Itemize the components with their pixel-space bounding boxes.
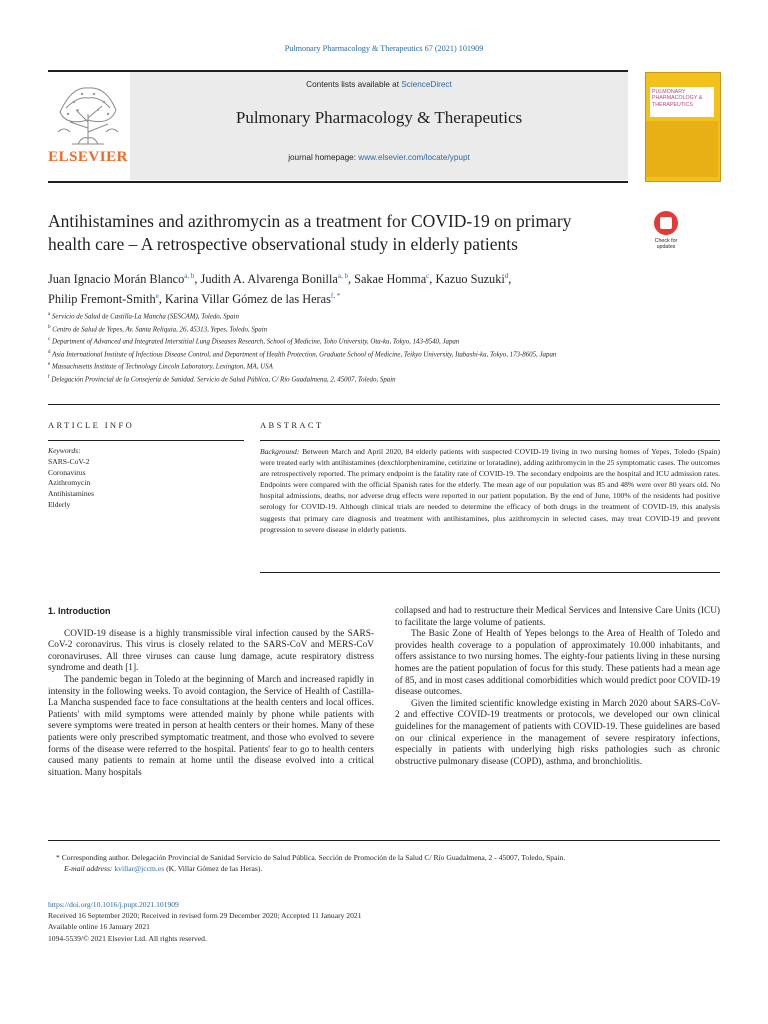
sciencedirect-link[interactable]: ScienceDirect (401, 80, 452, 89)
body-paragraph: Given the limited scientific knowledge existing in March 2020 about SARS-CoV-2 and effective COVID-19 treatments or protocols, we developed our own clinical guidelines for the management of patients with COVID-19. These guidelines are based on our clinical experience in the management of severe respiratory infections, especially in patients with underlying high risks pathologies such as chronic obstructive pulmonary disease (COPD), asthma, and bronchiolitis. (395, 698, 720, 767)
journal-homepage-link[interactable]: www.elsevier.com/locate/ypupt (358, 153, 470, 162)
email-line (48, 863, 720, 874)
abstract-lead: Background: (260, 447, 300, 456)
affiliation (48, 360, 688, 373)
author[interactable] (48, 292, 159, 306)
banner-bottom-rule (48, 181, 628, 183)
body-column-right (395, 606, 720, 768)
author-affil-mark[interactable]: e (155, 292, 159, 301)
journal-title[interactable]: Pulmonary Pharmacology & Therapeutics (235, 108, 523, 127)
affiliation (48, 348, 688, 361)
author[interactable] (201, 272, 348, 286)
corresponding-author-note: * Corresponding author. Delegación Provincial de Sanidad Servicio de Salud Pública. Sección de Promoción de la Salud C/ Río Guadalmena, 2 - 45007, Toledo, Spain. (56, 853, 566, 862)
section-divider (48, 404, 720, 405)
affiliation-mark: b (48, 324, 51, 330)
affiliation-mark: c (48, 337, 51, 343)
abstract-text (260, 446, 720, 535)
author-separator: , (158, 292, 165, 307)
affiliation-text: Delegación Provincial de la Consejería de Sanidad. Servicio de Salud Pública, C/ Río Guadalmena, 2, 45007, Toledo, Spain (51, 376, 396, 384)
check-for-updates-label: Check for updates (654, 238, 678, 250)
contents-line (130, 80, 628, 89)
keywords-label: Keywords: (48, 446, 81, 455)
body-paragraph: COVID-19 disease is a highly transmissible viral infection caused by the SARS-CoV-2 coronavirus. This virus is closely related to the SARS-CoV and MERS-CoV coronaviruses. All three viruses can cause lung damage, acute respiratory distress syndrome and death [1]. (48, 628, 374, 674)
doi-link[interactable]: https://doi.org/10.1016/j.pupt.2021.101909 (48, 900, 179, 909)
received-dates: Received 16 September 2020; Received in revised form 29 December 2020; Accepted 11 January 2021 (48, 911, 362, 921)
author-separator: , (347, 272, 355, 287)
affiliation (48, 373, 688, 386)
author[interactable] (165, 292, 340, 306)
email-suffix: (K. Villar Gómez de las Heras). (164, 864, 263, 874)
keyword-item: Elderly (48, 499, 71, 509)
available-online: Available online 16 January 2021 (48, 922, 150, 932)
email-link[interactable]: kvillar@jccm.es (114, 864, 165, 874)
author-affil-mark[interactable]: a, b (184, 272, 195, 280)
author-affil-mark[interactable]: f, * (330, 292, 341, 301)
affiliation-text: Servicio de Salud de Castilla-La Mancha (SESCAM), Toledo, Spain (51, 313, 239, 321)
author-separator: , (508, 272, 512, 287)
abstract-body: Between March and April 2020, 84 elderly patients with suspected COVID-19 living in two nursing homes of Yepes, Toledo (Spain) were treated early with antihistamines (dexchlorpheniramine, cetirizine or loratadine), adding azithromycin in the 25 symptomatic cases. The outcomes are retrospectively reported. The primary endpoint is the fatality rate of COVID-19. The secondary endpoints are the hospital and ICU admission rates. Endpoints were compared with the official Spanish rates for the elderly. The mean age of our population was 85 and 48% were over 80 years old. No hospital admissions, deaths, nor adverse drug effects were reported in our patient population. By the end of June, 100% of the residents had positive serology for COVID-19. Although clinical trials are needed to determine the efficacy of both drugs in the treatment of COVID-19, this analysis suggests that primary care diagnosis and treatment with antihistamines, plus azithromycin in selected cases, may treat COVID-19 and prevent progression to severe disease in elderly patients. (260, 447, 720, 534)
keyword-item: SARS-CoV-2 (48, 456, 90, 466)
email-label: E-mail address: (64, 864, 113, 874)
body-paragraph: The pandemic began in Toledo at the beginning of March and increased rapidly in intensity in the following weeks. To avoid contagion, the Service of Health of Castilla-La Mancha suspended face to face consultations at the health centers and local offices. Patients' with mild symptoms were attended mainly by phone while patients with severe symptoms were treated in person at health centers or their homes. Many of these patients were only prescribed symptomatic treatment, and those who evolved to severe forms of the disease were referred to the hospital. Patients' fear to go to health centers caused many patients to remain at home until the disease evolved into a critical situation. Many hospitals (48, 674, 374, 778)
bookmark-glyph (660, 217, 672, 229)
author-separator: , (429, 272, 436, 287)
check-for-updates-button[interactable] (648, 211, 684, 255)
author-name: Kazuo Suzuki (435, 272, 505, 287)
footnotes (48, 852, 720, 874)
check-for-updates-icon (654, 211, 678, 235)
affiliation-text: Centro de Salud de Yepes, Av. Santa Reliquia, 26, 45313, Yepes, Toledo, Spain (52, 325, 268, 333)
keyword-item: Antihistamines (48, 489, 94, 499)
keywords-block (48, 446, 244, 511)
footnote-rule (48, 840, 720, 841)
article-info-rule (48, 440, 244, 441)
homepage-line (130, 153, 628, 162)
affiliation (48, 323, 688, 336)
author-name: Karina Villar Gómez de las Heras (164, 292, 331, 307)
cover-title-text: PULMONARY PHARMACOLOGY & THERAPEUTICS (652, 89, 703, 108)
author[interactable] (354, 272, 429, 286)
section-heading: 1. Introduction (48, 606, 111, 616)
abstract-bottom-rule (260, 572, 720, 573)
affiliation-mark: f (48, 374, 50, 380)
keyword-item: Azithromycin (48, 478, 91, 488)
body-paragraph: The Basic Zone of Health of Yepes belongs to the Area of Health of Toledo and provides health coverage to a population of approximately 10.000 inhabitants, and offers assistance to two nursing homes. The eighty-four patients living in these nursing homes are the patient population of focus for this study. These patients had a mean age of 85, and in most cases additional comorbidities which would predict poor COVID-19 disease outcomes. (395, 629, 720, 698)
copyright: 1094-5539/© 2021 Elsevier Ltd. All rights reserved. (48, 933, 207, 943)
author-name: Judith A. Alvarenga Bonilla (200, 272, 338, 287)
affiliation (48, 310, 688, 323)
publication-info (48, 899, 720, 944)
abstract-heading: ABSTRACT (260, 420, 324, 430)
author[interactable] (48, 272, 194, 286)
affiliation-mark: a (48, 312, 51, 317)
author-affil-mark[interactable]: a, b (337, 272, 348, 280)
running-header[interactable]: Pulmonary Pharmacology & Therapeutics 67 (2021) 101909 (284, 44, 484, 53)
journal-cover[interactable] (645, 72, 721, 182)
affiliation-text: Department of Advanced and Integrated Interstitial Lung Diseases Research, School of Medicine, Toho University, Ota-ku, Tokyo, 143-8540, Japan (51, 338, 460, 346)
affiliation-mark: d (48, 349, 51, 355)
author-name: Sakae Homma (354, 272, 427, 287)
article-title: Antihistamines and azithromycin as a treatment for COVID-19 on primary health care – A retrospective observational study in elderly patients (48, 211, 572, 254)
elsevier-wordmark[interactable]: ELSEVIER (48, 149, 128, 165)
author-affil-mark[interactable]: c (426, 272, 430, 280)
author-separator: , (194, 272, 201, 287)
contents-prefix: Contents lists available at (306, 80, 402, 89)
affiliation-text: Massachusetts Institute of Technology Lincoln Laboratory, Lexington, MA, USA (51, 363, 273, 371)
affiliation-mark: e (48, 362, 51, 368)
keyword-item: Coronavirus (48, 467, 86, 477)
abstract-rule (260, 440, 720, 441)
body-column-left (48, 606, 374, 779)
author-name: Juan Ignacio Morán Blanco (48, 272, 185, 287)
homepage-prefix: journal homepage: (288, 153, 359, 162)
body-paragraph: collapsed and had to restructure their Medical Services and Intensive Care Units (ICU) to facilitate the large volume of patients. (395, 606, 720, 628)
author-name: Philip Fremont-Smith (48, 292, 156, 307)
author-list (48, 268, 648, 308)
affiliation-text: Asia International Institute of Infectious Disease Control, and Department of Health Protection, Graduate School of Medicine, Teikyo University, Itabashi-ku, Tokyo, 173-8605, Japan (52, 351, 557, 359)
cover-lower-panel (646, 121, 718, 177)
article-info-heading: ARTICLE INFO (48, 420, 135, 430)
affiliation-list (48, 310, 688, 386)
affiliation (48, 335, 688, 348)
author[interactable] (435, 272, 508, 286)
author-affil-mark[interactable]: d (504, 272, 509, 280)
